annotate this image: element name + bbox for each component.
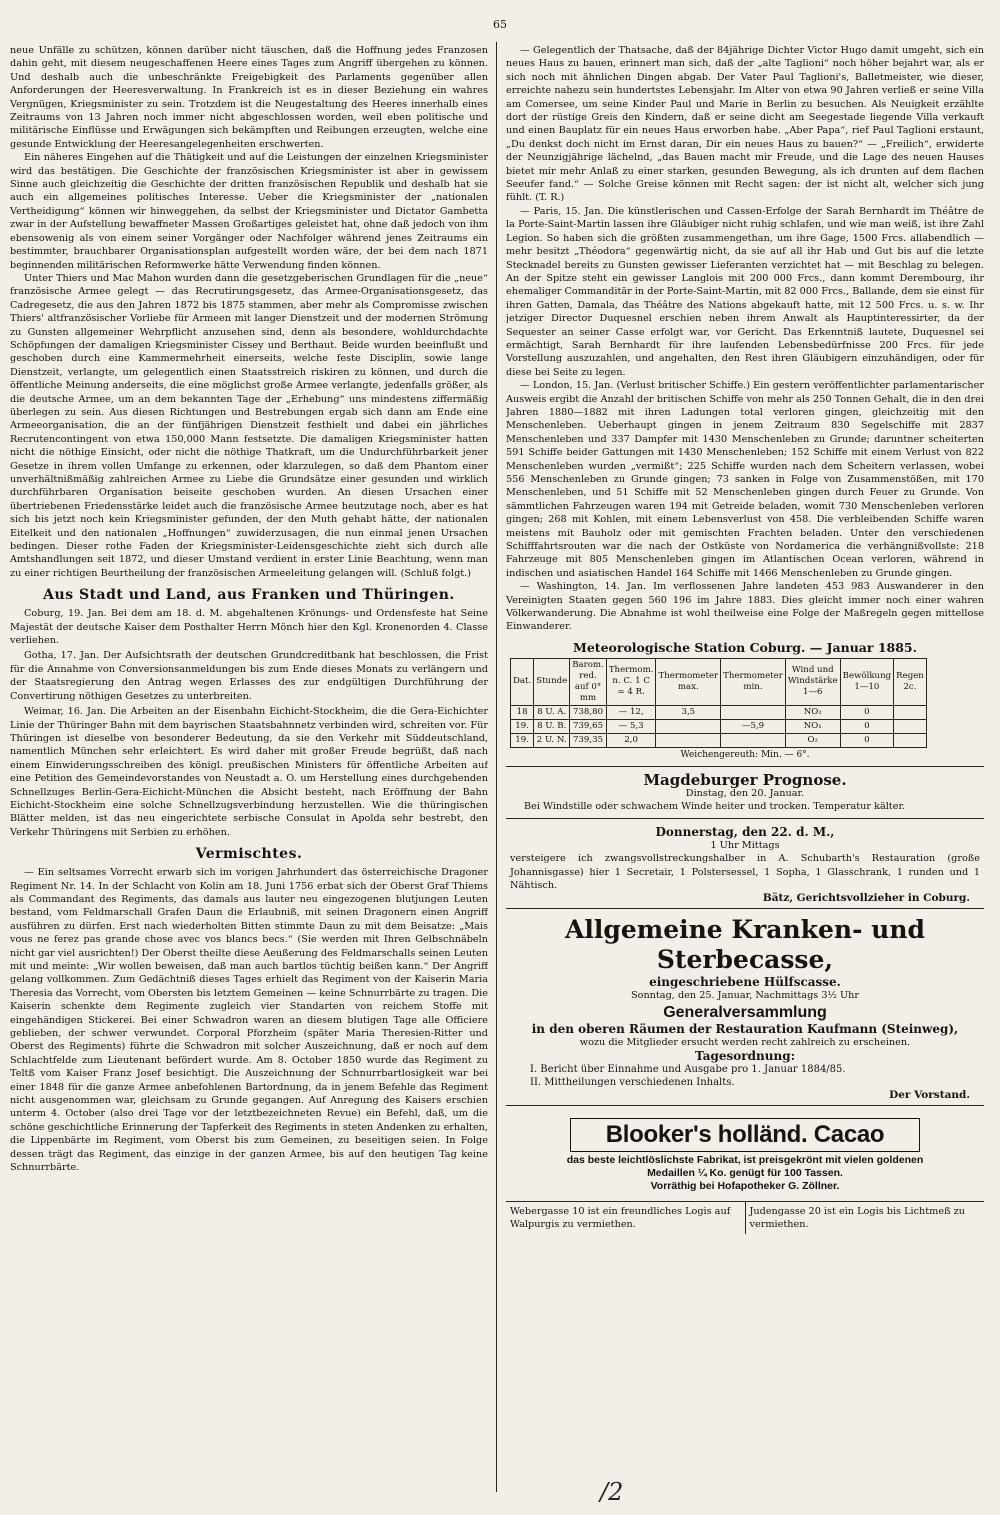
prognosis-title: Magdeburger Prognose.	[643, 770, 847, 789]
weather-header-cell: Thermometer max.	[656, 658, 721, 705]
weather-header-cell: Thermometer min.	[721, 658, 786, 705]
kasse-agenda-item: I. Bericht über Einnahme und Ausgabe pro 1. Januar 1884/85.	[530, 1064, 846, 1076]
weather-header-cell: Barom. red. auf 0° mm	[570, 658, 607, 705]
news-item-weimar: Weimar, 16. Jan. Die Arbeiten an der Eisenbahn Eichicht-Stockheim, die die Gera-Eichichter Linie der Thüringer Bahn mit dem bayrischen Staatsbahnnetz verbinden wird, schreiten vor. Für Thüringen ist dieselbe von besonderer Bedeutung, da sie den Verkehr mit Süddeutschland, namentlich München sehr erleichtert. Es wird daher mit großer Freude begrüßt, daß nach einem Einwiderungsschreiben des königl. preußischen Ministers für öffentliche Arbeiten auf eine Petition des Gemeindevorstandes von Neustadt a. O. um Herstellung eines durchgehenden Schnellzuges Berlin-Gera-Eichicht-München die Absicht besteht, nach Eröffnung der Bahn Eichicht-Stockheim eine solche Schnellzugsverbindung herzustellen. Wie die thüringischen Blätter melden, ist das neu eingerichtete serbische Consulat in Apolda sehr bestrebt, den Verkehr Thüringens mit Serbien zu erhöhen.	[10, 706, 488, 838]
kasse-invite: wozu die Mitglieder ersucht werden recht zahlreich zu erscheinen.	[579, 1036, 911, 1048]
weather-row	[511, 705, 927, 719]
page-number: 65	[493, 18, 507, 31]
cacao-line: das beste leichtlöslichste Fabrikat, ist preisgekrönt mit vielen goldenen	[566, 1154, 924, 1167]
weather-cell: 0	[840, 733, 893, 747]
weather-cell: 19.	[511, 719, 534, 733]
weather-header-cell: Dat.	[511, 658, 534, 705]
kasse-subtitle: eingeschriebene Hülfscasse.	[649, 975, 841, 990]
cacao-ad	[506, 1105, 984, 1197]
weather-cell: 0	[840, 719, 893, 733]
cacao-line: Vorräthig bei Hofapotheker G. Zöllner.	[650, 1180, 840, 1193]
prognosis-text: Bei Windstille oder schwachem Winde heiter und trocken. Temperatur kälter.	[524, 801, 906, 813]
weather-cell: — 5,3	[606, 719, 656, 733]
auction-date: Donnerstag, den 22. d. M.,	[655, 824, 835, 839]
weather-cell: 2,0	[606, 733, 656, 747]
news-item-paris: — Paris, 15. Jan. Die künstlerischen und Cassen-Erfolge der Sarah Bernhardt im Théâtre de la Porte-Saint-Martin lassen ihre Gläubiger nicht ruhig schlafen, und wie man weiß, ist ihre Zahl Legion. So haben sich die größten zusammengethan, um ihre Gage, 1500 Frcs. allabendlich — mehr besitzt „Théodora“ gegenwärtig nicht, da sie auf all ihr Hab und Gut bis auf die letzte Stecknadel bereits zu Gunsten gewisser Lieferanten verzichtet hat — mit Beschlag zu belegen. An der Spitze steht ein gewisser Langlois mit 200 000 Frcs., dann kommt Derembourg, ihr ehemaliger Commanditär in der Porte-Saint-Martin, mit 82 000 Frcs., Ballande, dem sie einst für ihren Gatten, Damala, das Théâtre des Nations abgekauft hatte, mit 12 500 Frcs. u. s. w. Ihr jetziger Director Duquesnel erschien neben ihrem Anwalt als Hauptinteressirter, da der Sequester an seiner Casse erfolgt war, vor Gericht. Das Erkenntniß lautete, Duquesnel sei ermächtigt, Sarah Bernhardt für ihre laufenden Lebensbedürfnisse 200 Frcs. für jede Vorstellung auszuzahlen, und angehalten, den Rest ihren Gläubigern einzuhändigen, oder für diese bei Seite zu legen.	[506, 205, 984, 378]
weather-cell	[721, 733, 786, 747]
right-column	[506, 44, 984, 1492]
weather-cell: NO₂	[785, 705, 840, 719]
cacao-title-box	[570, 1118, 920, 1152]
weather-cell	[894, 719, 927, 733]
weather-cell: O₂	[785, 733, 840, 747]
weather-title: Meteorologische Station Coburg. — Januar 1885.	[573, 639, 917, 655]
kasse-agenda-item: II. Mittheilungen verschiedenen Inhalts.	[530, 1077, 735, 1089]
auction-ad	[506, 818, 984, 909]
section-heading-misc: Vermischtes.	[195, 846, 303, 863]
news-item-gotha: Gotha, 17. Jan. Der Aufsichtsrath der deutschen Grundcreditbank hat beschlossen, die Frist für die Annahme von Conversionsanmeldungen bis zum Ende dieses Monats zu verlängern und der Staatsregierung den Antrag wegen Erlasses des zur endgültigen Durchführung der Convertirung nöthigen Gesetzes zu unterbreiten.	[10, 650, 488, 702]
misc-article: — Ein seltsames Vorrecht erwarb sich im vorigen Jahrhundert das österreichische Dragoner Regiment Nr. 14. In der Schlacht von Kolin am 18. Juni 1756 erbat sich der Oberst Graf Thiems als Commandant des Regiments, das damals aus lauter neu eingezogenen blutjungen Leuten bestand, vom Feldmarschall Grafen Daun die Erlaubniß, mit seinen Dragonern einen Angriff ausführen zu dürfen. Erst nach wiederholten Bitten stimmte Daun zu mit dem Beisatze: „Mais vous ne ferez pas grande chose avec vos blancs becs.“ (Sie werden mit Ihren Gelbschnäbeln nicht gar viel ausrichten!) Der Oberst theilte diese Aeußerung des Feldmarschalls seinen Leuten mit und meinte: „Wir wollen beweisen, daß man auch bartlos tüchtig beißen kann.“ Der Angriff gelang vollkommen. Zum Gedächtniß dieses Tages erhielt das Regiment von der Kaiserin Maria Theresia das Vorrecht, vom Obersten bis letztem Gemeinen — keine Schnurrbärte zu tragen. Die Kaiserin schenkte dem Regimente zugleich vier Standarten von reichem Stoffe mit eingehändigen Stickerei. Bei einer Schwadron waren an diesem blutigen Tage alle Officiere geblieben, der schwer verwundet. Corporal Pforzheim (später Maria Theresien-Ritter und Oberst des Regiments) führte die Schwadron mit solcher Auszeichnung, daß er noch auf dem Schlachtfelde zum Lieutenant befördert wurde. Am 8. October 1850 wurde das Regiment zu Teltß vom Kaiser Franz Josef besichtigt. Die Auszeichnung der Schnurrbartlosigkeit war bei einer 1848 für die ganze Armee anbefohlenen Bartordnung, da in jenem Befehle das Regiment nicht ausgenommen war, gleichsam zu Grunde gegangen. Auf Anregung des Kaisers erschien unterm 4. October (also drei Tage vor der letztbezeichneten Revue) ein Befehl, daß, um die schöne geschichtliche Erinnerung der Tapferkeit des Regiments in steten Andenken zu erhalten, die Lippenbärte im Regiment, vom Oberst bis zum Gemeinen, zu beseitigen seien. In Folge dessen trägt das Regiment, das einzige in der ganzen Armee, bis auf den heutigen Tag keine Schnurrbärte.	[10, 867, 488, 1174]
weather-cell: 3,5	[656, 705, 721, 719]
cacao-line: Medaillen ¼ Ko. genügt für 100 Tassen.	[647, 1167, 843, 1180]
auction-signature: Bätz, Gerichtsvollzieher in Coburg.	[762, 892, 970, 905]
weather-cell: 739,65	[570, 719, 607, 733]
weather-cell: 8 U. A.	[534, 705, 570, 719]
prognosis-block	[506, 766, 984, 818]
kasse-title: Allgemeine Kranken- und Sterbecasse,	[564, 915, 925, 975]
cacao-title: Blooker's holländ. Cacao	[605, 1121, 885, 1149]
weather-cell: NO₁	[785, 719, 840, 733]
kasse-agenda-title: Tagesordnung:	[694, 1049, 796, 1064]
weather-table	[510, 658, 927, 748]
military-article	[10, 44, 488, 580]
prognosis-date: Dinstag, den 20. Januar.	[685, 787, 805, 799]
news-item-london: — London, 15. Jan. (Verlust britischer Schiffe.) Ein gestern veröffentlichter parlamentarischer Ausweis ergibt die Anzahl der britischen Schiffe von mehr als 250 Tonnen Gehalt, die in den drei Jahren 1880—1882 mit ihren Ladungen total verloren gingen, gleichzeitig mit den Menschenleben. Ueberhaupt gingen in jenem Zeitraum 830 Segelschiffe mit 2837 Menschenleben und 337 Dampfer mit 1430 Menschenleben zu Grunde; daruntner scheiterten 591 Schiffe beider Gattungen mit 1430 Menschenleben; 152 Schiffe mit einem Verlust von 822 Menschenleben wurden „vermißt“; 225 Schiffe wurden nach dem Scheitern verlassen, wobei 556 Menschenleben zu Grunde gingen; 73 sanken in Folge von Zusammenstößen, mit 170 Menschenleben, und 51 Schiffe mit 52 Menschenleben gingen durch Feuer zu Grunde. Von sämmtlichen Fahrzeugen waren 194 mit Getreide beladen, womit 730 Menschenleben verloren gingen; 268 mit Kohlen, mit einem Lebensverlust von 458. Die verbleibenden Schiffe waren meistens mit Bauholz oder mit gemischten Frachten beladen. Unter den verschiedenen Schifffahrtsrouten war die nach der Ostküste von Nordamerica die verhängnißvollste: 218 Fahrzeuge mit 805 Menschenleben gingen im Atlantischen Ocean verloren, während in indischen und asiatischen Handel 164 Schiffe mit 1466 Menschenleben zu Grunde gingen.	[506, 380, 984, 579]
weather-cell	[894, 705, 927, 719]
article-paragraph: neue Unfälle zu schützen, können darüber nicht täuschen, daß die Hoffnung jedes Franzosen dahin geht, mit diesem neugeschaffenen Heere eines Tages zum Angriff übergehen zu können. Und deshalb auch die unbeschränkte Freigebigkeit des Parlaments gegenüber allen Anforderungen der Heeresverwaltung. In Frankreich ist es in dieser Beziehung ein wahres Vergnügen, Kriegsminister zu sein. Trotzdem ist die Neugestaltung des Heeres innerhalb eines Zeitraums von 13 Jahren noch immer nicht abgeschlossen worden, weil eben politische und militärische Einflüsse und Erwägungen sich bekämpften und Reibungen erzeugten, welche eine gesunde Entwicklung der Heeresangelegenheiten erschwerten.	[10, 45, 488, 150]
auction-time: 1 Uhr Mittags	[710, 839, 780, 851]
article-paragraph: Unter Thiers und Mac Mahon wurden dann die gesetzgeberischen Grundlagen für die „neue“ französische Armee gelegt — das Recrutirungsgesetz, das Armee-Organisationsgesetz, das Cadregesetz, die aus den Jahren 1872 bis 1875 stammen, aber mehr als Compromisse zwischen Thiers' altfranzösischer Vorliebe für Armeen mit langer Dienstzeit und der modernen Strömung zu Gunsten allgemeiner Wehrpflicht anzusehen sind, denn als besondere, wohldurchdachte Schöpfungen der damaligen Kriegsminister Cissey und Berthaut. Beide wurden beeinflußt und geschoben durch eine Kammermehrheit einerseits, welche feste Disciplin, sowie lange Dienstzeit, verlangte, um gelegentlich einen Staatsstreich riskiren zu können, und durch die öffentliche Meinung anderseits, die eine möglichst große Armee verlangte, jedenfalls größer, als die deutsche Armee, um an dem bekannten Tage der „Erhebung“ uns mindestens ziffermäßig überlegen zu sein. Aus diesen Richtungen und Bestrebungen ergab sich dann am Ende eine Armeeorganisation, die an der fünfjährigen Dienstzeit festhielt und dabei ein jährliches Recrutencontingent von etwa 150,000 Mann festsetzte. Die damaligen Kriegsminister hatten nicht die nöthige Einsicht, oder nicht die nöthige Thatkraft, um die Undurchführbarkeit jener Gesetze in ihrem vollen Umfange zu erkennen, oder klarzulegen, so daß dem Phantom einer unverhältnißmäßig zahlreichen Armee zu Liebe die Grundsätze einer gesunden und wirklich durchführbaren Organisation beiseite geschoben wurden. An diesen Ursachen einer übertriebenen Friedensstärke leidet auch die französische Armee heutzutage noch, aber es hat sich bis jetzt noch kein Kriegsminister gefunden, der den Muth gehabt hätte, der nationalen Eitelkeit und den nationalen „Hoffnungen“ zuwiderzusagen, die nun einmal jenen Ursachen bedingen. Dieser rothe Faden der Kriegsminister-Leidensgeschichte zieht sich durch alle Amtshandlungen seit 1872, und dieser Umstand verdient in erster Linie Beachtung, wenn man zu einer richtigen Beurtheilung der französischen Armeeleitung gelangen will. (Schluß folgt.)	[10, 272, 488, 579]
weather-cell	[894, 733, 927, 747]
auction-text: versteigere ich zwangsvollstreckungshalber in A. Schubarth's Restauration (große Johannisgasse) hier 1 Secretair, 1 Polstersessel, 1 Sopha, 1 Glasschrank, 1 runden und 1 Nähtisch.	[510, 853, 980, 891]
kasse-signature: Der Vorstand.	[889, 1089, 970, 1102]
weather-note: Weichengereuth: Min. — 6°.	[680, 749, 810, 760]
weather-header-cell: Stunde	[534, 658, 570, 705]
news-item-hugo: — Gelegentlich der Thatsache, daß der 84jährige Dichter Victor Hugo damit umgeht, sich ein neues Haus zu bauen, erinnert man sich, daß der „alte Taglioni“ noch höher bejahrt war, als er sich noch mit ähnlichen Dingen abgab. Der Vater Paul Taglioni's, Balletmeister, wie dieser, erreichte nahezu sein hundertstes Lebensjahr. Im Alter von etwa 90 Jahren verließ er seine Villa am Comersee, um seine Kinder Paul und Marie in Berlin zu besuchen. Als Neuigkeit erzählte dort der rüstige Greis den Kindern, daß er seine dicht am Seegestade liegende Villa verkauft und einen Bauplatz für ein neues Haus erworben habe. „Aber Papa“, rief Paul Taglioni erstaunt, „Du denkst doch nicht im Ernst daran, Dir ein neues Haus zu bauen?“ — „Freilich“, erwiderte der Neunzigjährige lächelnd, „das Bauen macht mir Freude, und die Lage des neuen Hauses bietet mir mehr Anlaß zu einer starken, gesunden Bewegung, als ich drunten auf dem flachen Seeufer fand.“ — Solche Greise können mit Recht sagen: der ist nicht alt, welcher sich jung fühlt. (T. R.)	[506, 45, 984, 204]
left-column	[10, 44, 488, 1492]
news-item-washington: — Washington, 14. Jan. Im verflossenen Jahre landeten 453 983 Auswanderer in den Vereinigten Staaten gegen 560 196 im Jahre 1883. Dies gleicht immer noch einer wahren Völkerwanderung. Die Abnahme ist wohl theilweise eine Folge der Maßregeln gegen mittellose Einwanderer.	[506, 581, 984, 633]
kasse-place: in den oberen Räumen der Restauration Kaufmann (Steinweg),	[531, 1021, 959, 1036]
kasse-date: Sonntag, den 25. Januar, Nachmittags 3½ Uhr	[630, 990, 860, 1002]
weather-cell: 739,35	[570, 733, 607, 747]
weather-row	[511, 719, 927, 733]
section-heading-local: Aus Stadt und Land, aus Franken und Thüringen.	[43, 587, 455, 604]
weather-cell: 2 U. N.	[534, 733, 570, 747]
news-item-coburg: Coburg, 19. Jan. Bei dem am 18. d. M. abgehaltenen Krönungs- und Ordensfeste hat Seine Majestät der deutsche Kaiser dem Posthalter Herrn Mönch hier den Kgl. Kronenorden 4. Classe verliehen.	[10, 608, 488, 647]
weather-cell: 738,80	[570, 705, 607, 719]
small-ads	[506, 1201, 984, 1234]
weather-header-cell: Wind und Windstärke 1—6	[785, 658, 840, 705]
kasse-ad	[506, 908, 984, 1105]
small-ad-judengasse: Judengasse 20 ist ein Logis bis Lichtmeß zu vermiethen.	[745, 1202, 985, 1234]
weather-cell: 8 U. B.	[534, 719, 570, 733]
weather-row	[511, 733, 927, 747]
weather-cell	[656, 719, 721, 733]
weather-cell: —5,9	[721, 719, 786, 733]
article-paragraph: Ein näheres Eingehen auf die Thätigkeit und auf die Leistungen der einzelnen Kriegsminister wird das bestätigen. Die Geschichte der französischen Kriegsminister ist aber in gewissem Sinne auch gleichzeitig die Geschichte der dritten französischen Republik und deshalb hat sie auch ein allgemeines politisches Interesse. Ueber die Kriegsminister der „nationalen Vertheidigung“ können wir hinweggehen, da selbst der Kriegsminister und Dictator Gambetta zwar in der Aufstellung bewaffneter Massen Großartiges geleistet hat, ohne daß jedoch von ihm ebensowenig als von einem seiner Vorgänger oder Nachfolger während jenes Zeitraums ein bestimmter, brauchbarer Organisationsplan aufgestellt worden wäre, der bei dem nach 1871 beginnenden militärischen Reformwerke hätte Verwendung finden können.	[10, 152, 488, 271]
weather-cell: — 12,	[606, 705, 656, 719]
weather-header-row	[511, 658, 927, 705]
weather-cell	[656, 733, 721, 747]
kasse-assembly: Generalversammlung	[663, 1003, 827, 1021]
weather-cell	[721, 705, 786, 719]
handwritten-mark: /2	[600, 1478, 624, 1506]
weather-header-cell: Regen 2c.	[894, 658, 927, 705]
weather-header-cell: Thermom. n. C. 1 C = 4 R.	[606, 658, 656, 705]
small-ad-webergasse: Webergasse 10 ist ein freundliches Logis auf Walpurgis zu vermiethen.	[510, 1206, 731, 1231]
weather-cell: 18	[511, 705, 534, 719]
column-divider	[496, 42, 497, 1492]
weather-cell: 0	[840, 705, 893, 719]
weather-cell: 19.	[511, 733, 534, 747]
weather-header-cell: Bewölkung 1—10	[840, 658, 893, 705]
